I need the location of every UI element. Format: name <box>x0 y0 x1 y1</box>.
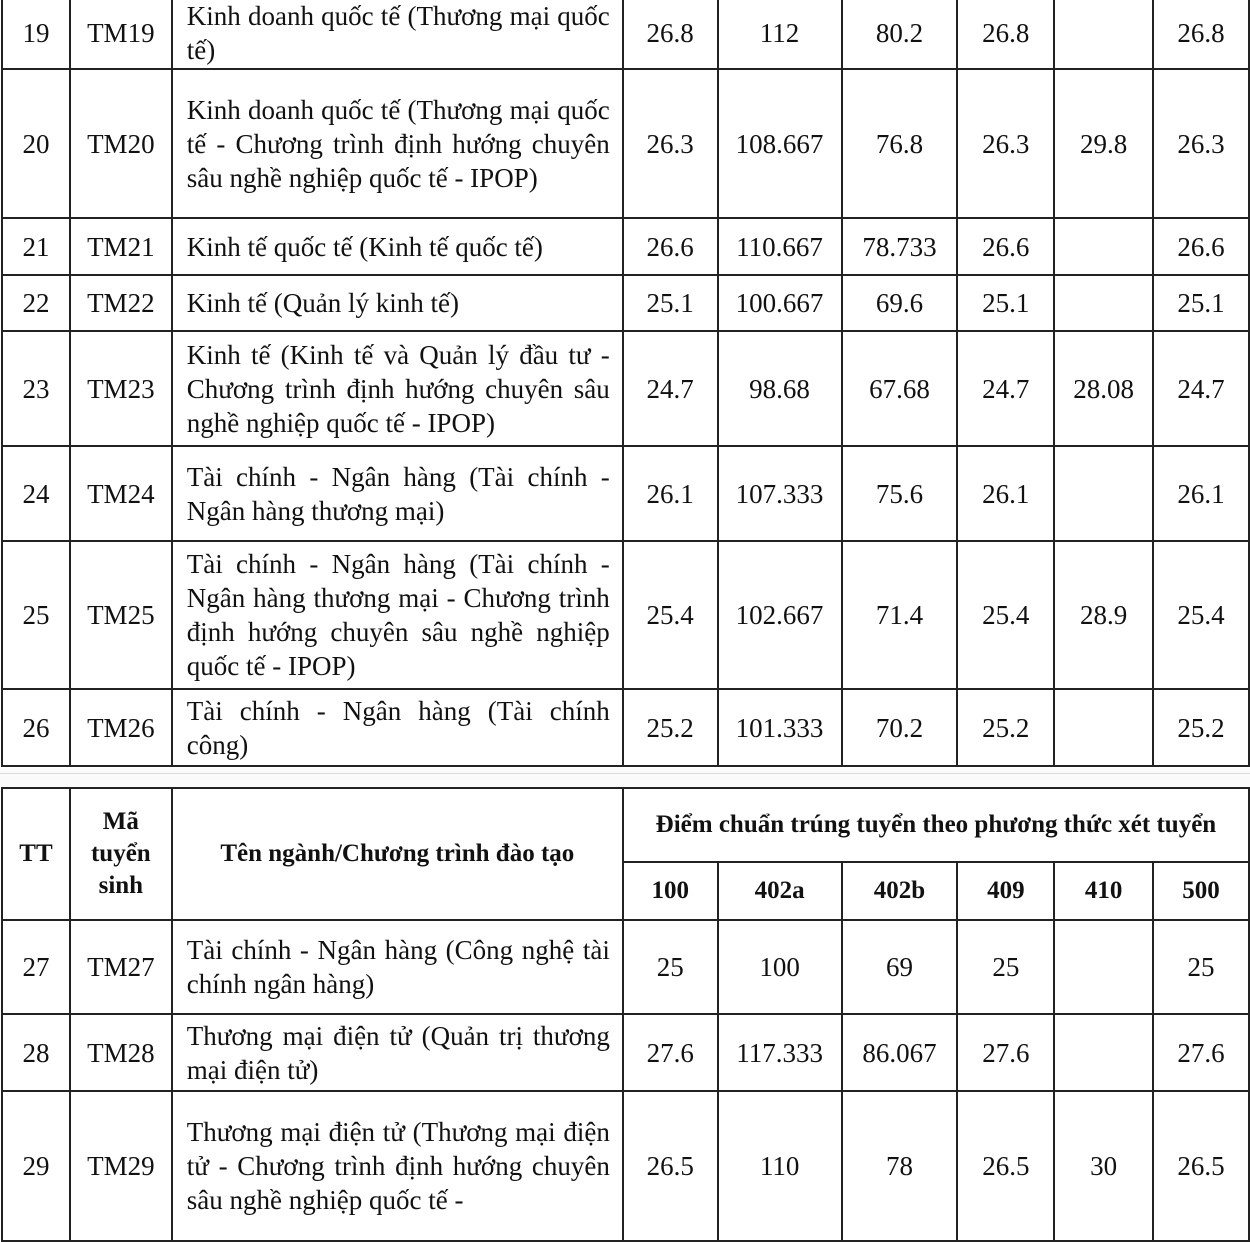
header-method-409: 409 <box>957 862 1054 920</box>
table-row <box>2 1091 1249 1241</box>
row-program-name: Kinh tế quốc tế (Kinh tế quốc tế) <box>172 218 623 275</box>
score-402a: 108.667 <box>718 69 842 218</box>
score-409: 27.6 <box>957 1014 1054 1091</box>
score-500: 26.1 <box>1153 446 1249 541</box>
score-402b: 78.733 <box>842 218 958 275</box>
score-410 <box>1054 920 1153 1014</box>
table-row <box>2 331 1249 446</box>
score-402a: 107.333 <box>718 446 842 541</box>
row-program-name: Tài chính - Ngân hàng (Tài chính - Ngân hàng thương mại) <box>172 446 623 541</box>
row-code: TM21 <box>70 218 172 275</box>
score-409: 25.2 <box>957 689 1054 766</box>
score-409: 26.3 <box>957 69 1054 218</box>
row-tt: 23 <box>2 331 70 446</box>
score-410: 28.9 <box>1054 541 1153 689</box>
score-410 <box>1054 0 1153 69</box>
row-tt: 22 <box>2 275 70 331</box>
score-500: 26.3 <box>1153 69 1249 218</box>
score-402a: 110.667 <box>718 218 842 275</box>
row-code: TM28 <box>70 1014 172 1091</box>
table-row <box>2 541 1249 689</box>
row-code: TM20 <box>70 69 172 218</box>
score-409: 25 <box>957 920 1054 1014</box>
row-code: TM26 <box>70 689 172 766</box>
score-409: 24.7 <box>957 331 1054 446</box>
score-402a: 100.667 <box>718 275 842 331</box>
row-tt: 25 <box>2 541 70 689</box>
score-409: 26.6 <box>957 218 1054 275</box>
score-100: 24.7 <box>623 331 718 446</box>
score-410 <box>1054 689 1153 766</box>
row-code: TM19 <box>70 0 172 69</box>
admission-table-top <box>1 0 1250 767</box>
header-method-group: Điểm chuẩn trúng tuyển theo phương thức xét tuyển <box>623 788 1249 862</box>
score-410: 29.8 <box>1054 69 1153 218</box>
score-409: 25.4 <box>957 541 1054 689</box>
row-program-name: Tài chính - Ngân hàng (Tài chính - Ngân hàng thương mại - Chương trình định hướng chuyên sâu nghề nghiệp quốc tế - IPOP) <box>172 541 623 689</box>
row-tt: 29 <box>2 1091 70 1241</box>
header-method-500: 500 <box>1153 862 1249 920</box>
row-program-name: Kinh tế (Quản lý kinh tế) <box>172 275 623 331</box>
score-410 <box>1054 218 1153 275</box>
score-500: 24.7 <box>1153 331 1249 446</box>
score-500: 25 <box>1153 920 1249 1014</box>
table-row <box>2 689 1249 766</box>
score-402b: 71.4 <box>842 541 958 689</box>
table-row <box>2 69 1249 218</box>
header-code: Mã tuyển sinh <box>70 788 172 920</box>
header-method-402a: 402a <box>718 862 842 920</box>
score-402a: 98.68 <box>718 331 842 446</box>
row-code: TM23 <box>70 331 172 446</box>
page-separator <box>0 768 1250 787</box>
row-code: TM24 <box>70 446 172 541</box>
score-500: 26.5 <box>1153 1091 1249 1241</box>
score-402a: 101.333 <box>718 689 842 766</box>
score-100: 25 <box>623 920 718 1014</box>
table-row <box>2 446 1249 541</box>
score-100: 27.6 <box>623 1014 718 1091</box>
table-row <box>2 0 1249 69</box>
row-code: TM22 <box>70 275 172 331</box>
score-402a: 117.333 <box>718 1014 842 1091</box>
score-402a: 112 <box>718 0 842 69</box>
score-402b: 76.8 <box>842 69 958 218</box>
row-program-name: Kinh tế (Kinh tế và Quản lý đầu tư - Chương trình định hướng chuyên sâu nghề nghiệp quốc tế - IPOP) <box>172 331 623 446</box>
score-100: 25.2 <box>623 689 718 766</box>
score-402b: 86.067 <box>842 1014 958 1091</box>
table-row <box>2 920 1249 1014</box>
score-100: 26.3 <box>623 69 718 218</box>
header-program-name: Tên ngành/Chương trình đào tạo <box>172 788 623 920</box>
row-code: TM29 <box>70 1091 172 1241</box>
table-row <box>2 275 1249 331</box>
score-100: 25.4 <box>623 541 718 689</box>
score-409: 25.1 <box>957 275 1054 331</box>
score-402b: 80.2 <box>842 0 958 69</box>
score-409: 26.5 <box>957 1091 1054 1241</box>
score-410 <box>1054 275 1153 331</box>
score-409: 26.1 <box>957 446 1054 541</box>
score-402a: 100 <box>718 920 842 1014</box>
score-402b: 75.6 <box>842 446 958 541</box>
score-100: 25.1 <box>623 275 718 331</box>
score-500: 25.4 <box>1153 541 1249 689</box>
row-program-name: Kinh doanh quốc tế (Thương mại quốc tế) <box>172 0 623 69</box>
row-tt: 20 <box>2 69 70 218</box>
score-410 <box>1054 1014 1153 1091</box>
score-402b: 78 <box>842 1091 958 1241</box>
row-program-name: Kinh doanh quốc tế (Thương mại quốc tế - Chương trình định hướng chuyên sâu nghề nghiệp quốc tế - IPOP) <box>172 69 623 218</box>
admission-table-bottom <box>1 787 1250 1242</box>
score-402a: 110 <box>718 1091 842 1241</box>
row-tt: 27 <box>2 920 70 1014</box>
score-500: 26.8 <box>1153 0 1249 69</box>
score-100: 26.6 <box>623 218 718 275</box>
score-402b: 67.68 <box>842 331 958 446</box>
score-402b: 70.2 <box>842 689 958 766</box>
row-program-name: Tài chính - Ngân hàng (Tài chính công) <box>172 689 623 766</box>
score-500: 25.1 <box>1153 275 1249 331</box>
row-tt: 24 <box>2 446 70 541</box>
score-409: 26.8 <box>957 0 1054 69</box>
row-tt: 19 <box>2 0 70 69</box>
row-code: TM25 <box>70 541 172 689</box>
table-row <box>2 218 1249 275</box>
score-100: 26.8 <box>623 0 718 69</box>
row-tt: 28 <box>2 1014 70 1091</box>
score-410: 30 <box>1054 1091 1153 1241</box>
score-410 <box>1054 446 1153 541</box>
row-tt: 21 <box>2 218 70 275</box>
score-402b: 69 <box>842 920 958 1014</box>
header-method-100: 100 <box>623 862 718 920</box>
row-program-name: Thương mại điện tử (Quản trị thương mại điện tử) <box>172 1014 623 1091</box>
score-402b: 69.6 <box>842 275 958 331</box>
row-tt: 26 <box>2 689 70 766</box>
score-500: 26.6 <box>1153 218 1249 275</box>
row-code: TM27 <box>70 920 172 1014</box>
score-500: 27.6 <box>1153 1014 1249 1091</box>
score-100: 26.5 <box>623 1091 718 1241</box>
score-500: 25.2 <box>1153 689 1249 766</box>
row-program-name: Tài chính - Ngân hàng (Công nghệ tài chính ngân hàng) <box>172 920 623 1014</box>
table-row <box>2 1014 1249 1091</box>
header-tt: TT <box>2 788 70 920</box>
header-method-402b: 402b <box>842 862 958 920</box>
row-program-name: Thương mại điện tử (Thương mại điện tử - Chương trình định hướng chuyên sâu nghề nghiệp quốc tế - <box>172 1091 623 1241</box>
score-410: 28.08 <box>1054 331 1153 446</box>
score-100: 26.1 <box>623 446 718 541</box>
score-402a: 102.667 <box>718 541 842 689</box>
header-method-410: 410 <box>1054 862 1153 920</box>
